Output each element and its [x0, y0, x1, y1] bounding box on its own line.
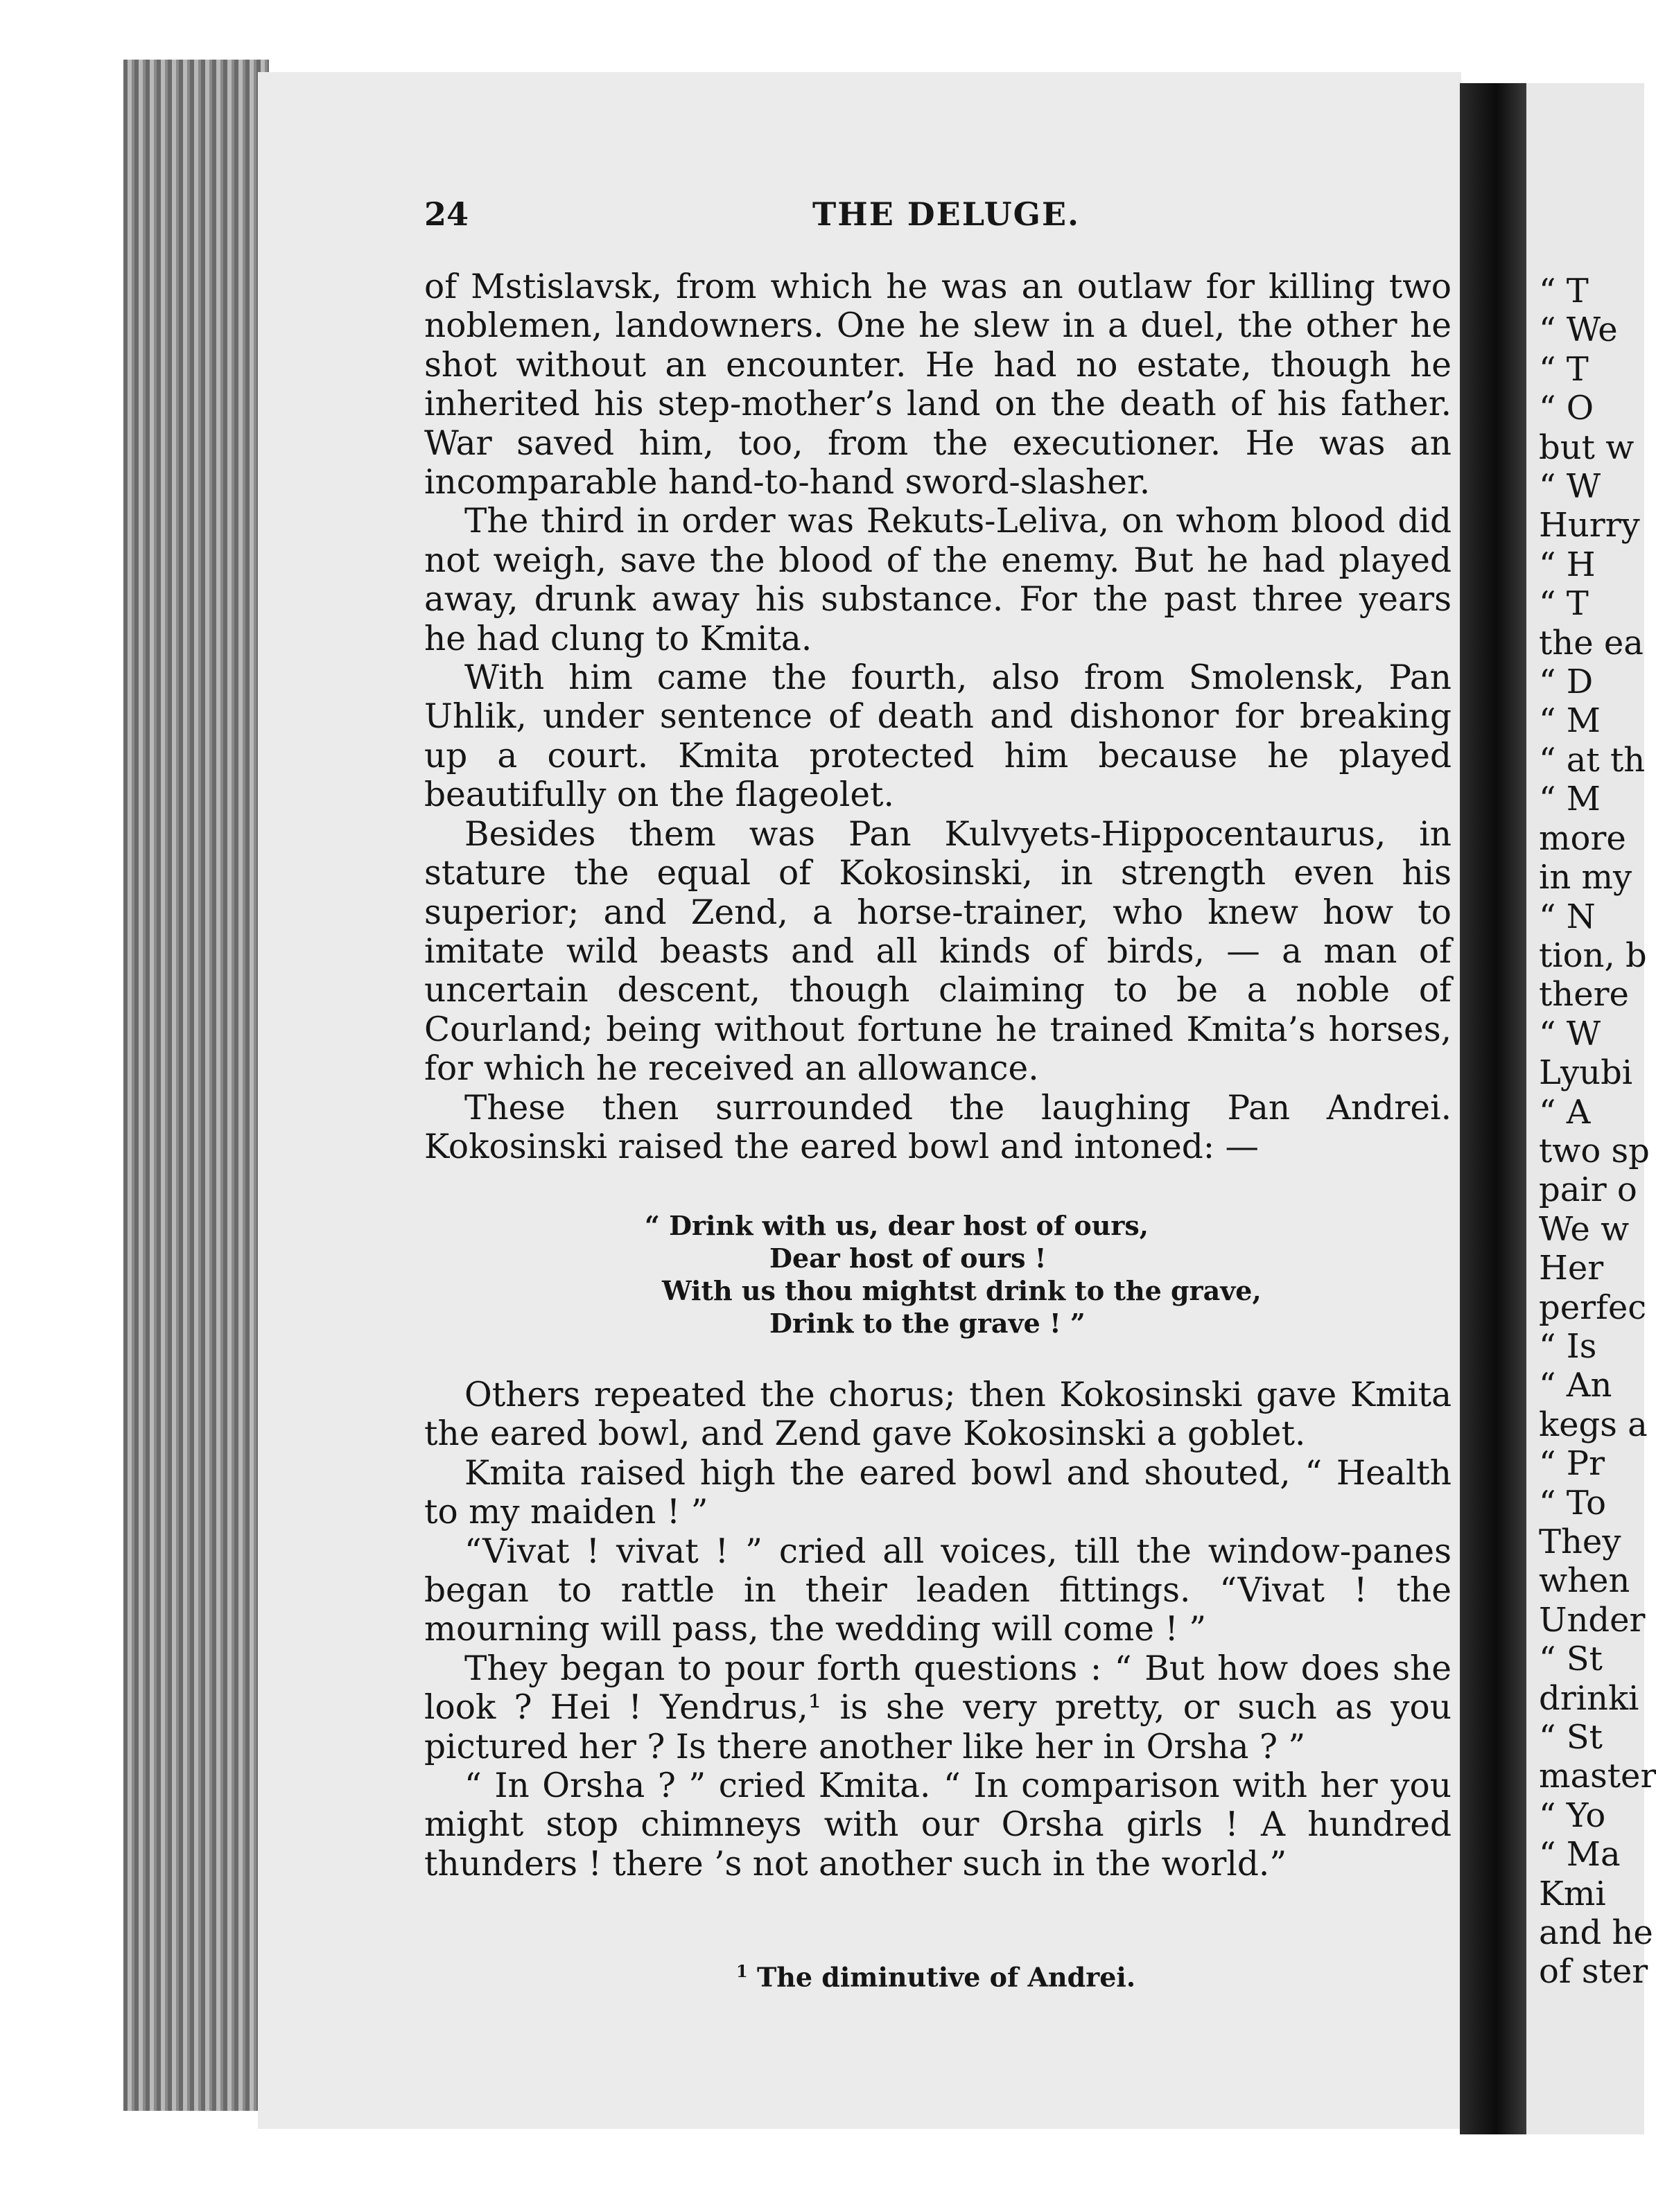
facing-line: “ A [1539, 1092, 1591, 1132]
facing-line: Kmi [1539, 1874, 1606, 1913]
facing-line: “ We [1539, 310, 1618, 350]
facing-line: Under [1539, 1600, 1646, 1640]
facing-line: They [1539, 1522, 1621, 1561]
body-text-bottom [424, 1376, 1452, 1884]
facing-line: “ W [1539, 1014, 1601, 1053]
facing-line: perfec [1539, 1288, 1647, 1327]
paragraph: Others repeated the chorus; then Kokosinski gave Kmita the eared bowl, and Zend gave Kokosinski a goblet. [424, 1376, 1452, 1454]
book-binding-shadow [1460, 83, 1526, 2134]
facing-line: “ M [1539, 701, 1601, 741]
facing-line: of ster [1539, 1952, 1648, 1992]
paragraph: These then surrounded the laughing Pan Andrei. Kokosinski raised the eared bowl and intoned: — [424, 1088, 1452, 1166]
body-text-top [424, 267, 1452, 1166]
facing-line: “ St [1539, 1718, 1603, 1757]
book-page-edges [123, 60, 269, 2111]
footnote-marker: 1 [736, 1961, 748, 1981]
page-number: 24 [424, 195, 469, 233]
facing-line: “ W [1539, 467, 1601, 507]
paragraph: Besides them was Pan Kulvyets-Hippocentaurus, in stature the equal of Kokosinski, in strength even his superior; and Zend, a horse-trainer, who knew how to imitate wild beasts and all kinds of birds, — a man of uncertain descent, though claiming to be a noble of Courland; being without fortune he trained Kmita’s horses, for which he received an allowance. [424, 814, 1452, 1089]
facing-line: “ St [1539, 1640, 1603, 1679]
footnote-text: The diminutive of Andrei. [756, 1961, 1136, 1993]
facing-line: drinki [1539, 1678, 1639, 1718]
paragraph: Kmita raised high the eared bowl and shouted, “ Health to my maiden ! ” [424, 1453, 1452, 1532]
verse-line: Dear host of ours ! [769, 1243, 1047, 1274]
facing-line: “ M [1539, 780, 1601, 819]
facing-line: and he [1539, 1913, 1653, 1953]
facing-line: We w [1539, 1209, 1630, 1249]
facing-line: “ To [1539, 1483, 1606, 1522]
facing-line: “ H [1539, 545, 1596, 584]
facing-line: Her [1539, 1249, 1604, 1288]
facing-line: more [1539, 818, 1626, 858]
facing-line: Lyubi [1539, 1053, 1633, 1093]
verse-line: Drink to the grave ! ” [769, 1308, 1086, 1339]
facing-line: in my [1539, 858, 1632, 897]
facing-line: kegs a [1539, 1405, 1648, 1444]
facing-line: the ea [1539, 623, 1644, 662]
facing-line: tion, b [1539, 936, 1647, 975]
facing-line: “ T [1539, 584, 1589, 624]
facing-line: Hurry [1539, 506, 1640, 545]
verse-block [568, 1209, 1303, 1340]
facing-line: two sp [1539, 1131, 1650, 1170]
facing-line: when [1539, 1561, 1630, 1601]
facing-line: “ Pr [1539, 1444, 1605, 1484]
facing-page-text [1539, 272, 1656, 1992]
facing-line: “ N [1539, 897, 1596, 936]
paragraph: “Vivat ! vivat ! ” cried all voices, till the window-panes began to rattle in their leaden fittings. “Vivat ! the mourning will pass, the wedding will come ! ” [424, 1531, 1452, 1649]
paragraph: With him came the fourth, also from Smolensk, Pan Uhlik, under sentence of death and dishonor for breaking up a court. Kmita protected him because he played beautifully on the flageolet. [424, 658, 1452, 815]
facing-line: “ T [1539, 349, 1589, 389]
footnote [736, 1961, 1135, 1993]
running-head [424, 195, 1450, 237]
verse-line: “ Drink with us, dear host of ours, [645, 1210, 1149, 1241]
paragraph: “ In Orsha ? ” cried Kmita. “ In comparison with her you might stop chimneys with our Orsha girls ! A hundred thunders ! there ’s not another such in the world.” [424, 1766, 1452, 1884]
facing-line: “ T [1539, 272, 1589, 310]
facing-line: “ O [1539, 389, 1594, 428]
verse-line: With us thou mightst drink to the grave, [662, 1275, 1262, 1306]
facing-line: “ Yo [1539, 1796, 1606, 1835]
facing-line: master [1539, 1757, 1656, 1796]
facing-line: “ Ma [1539, 1835, 1621, 1875]
paragraph: The third in order was Rekuts-Leliva, on whom blood did not weigh, save the blood of the enemy. But he had played away, drunk away his substance. For the past three years he had clung to Kmita. [424, 502, 1452, 658]
facing-line: “ An [1539, 1366, 1612, 1405]
facing-line: “ Is [1539, 1326, 1597, 1366]
running-title: THE DELUGE. [812, 195, 1081, 233]
facing-line: “ at th [1539, 740, 1646, 780]
facing-line: “ D [1539, 662, 1594, 702]
paragraph: They began to pour forth questions : “ But how does she look ? Hei ! Yendrus,¹ is she very pretty, or such as you pictured her ? Is there another like her in Orsha ? ” [424, 1649, 1452, 1766]
facing-line: pair o [1539, 1170, 1637, 1210]
facing-line: but w [1539, 428, 1635, 467]
facing-line: there [1539, 975, 1629, 1015]
paragraph: of Mstislavsk, from which he was an outlaw for killing two noblemen, landowners. One he slew in a duel, the other he shot without an encounter. He had no estate, though he inherited his step-mother’s land on the death of his father. War saved him, too, from the executioner. He was an incomparable hand-to-hand sword-slasher. [424, 267, 1452, 502]
